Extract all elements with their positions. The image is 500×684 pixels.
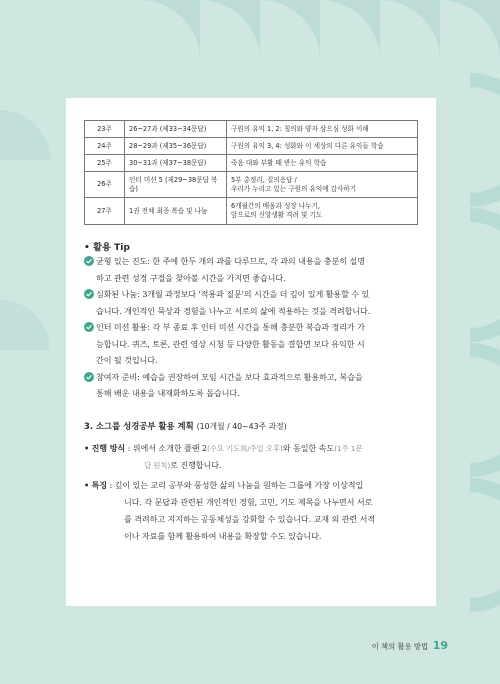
feature-line: 니다. 각 문답과 관련된 개인적인 경험, 고민, 기도 제목을 나누면서 서로 [124, 496, 373, 507]
tip-label: 인터 미션 활용: [96, 322, 150, 332]
tip-item [84, 253, 418, 286]
tip-line: 한 주에 한두 개의 과를 다루므로, 각 과의 내용을 충분히 설명 [152, 256, 365, 266]
section-title: 3. 소그룹 성경공부 활용 계획 [84, 420, 194, 431]
tip-line: 각 부 종료 후 인터 미션 시간을 통해 충분한 복습과 정리가 가 [152, 322, 365, 332]
feature-line: 이나 자료를 함께 활용하여 내용을 확장할 수도 있습니다. [124, 530, 322, 541]
topic-cell: 구원의 유익 1, 2: 칭의와 양자 삼으심 성화 이해 [227, 121, 418, 138]
check-circle-icon [84, 322, 94, 332]
tip-line: 능합니다. 퀴즈, 토론, 관련 영상 시청 등 다양한 활동을 결합면 보다 유익한 시 [96, 338, 365, 349]
tip-line: 간이 될 것입니다. [96, 355, 158, 365]
table-row [85, 172, 418, 198]
topic-cell [227, 198, 418, 225]
colon: : [127, 442, 131, 453]
section-heading [84, 420, 418, 432]
week-cell: 24주 [85, 138, 125, 155]
method-text: 위에서 소개한 플랜 2 [132, 442, 207, 453]
topic-cell: 구원의 유익 3, 4: 성화와 이 세상의 다른 유익들 학습 [227, 138, 418, 155]
check-circle-icon [84, 256, 94, 266]
week-cell: 25주 [85, 155, 125, 172]
feature-label: 특징 [91, 479, 107, 490]
tip-item [84, 319, 418, 369]
week-cell: 23주 [85, 121, 125, 138]
table-row [85, 198, 418, 225]
topic-cell: 죽음 대와 부활 때 받는 유익 학습 [227, 155, 418, 172]
bullet: • [84, 442, 90, 453]
schedule-table [84, 120, 418, 225]
week-cell: 26주 [85, 172, 125, 198]
check-circle-icon [84, 289, 94, 299]
tip-heading: • 활용 Tip [84, 242, 131, 253]
method-note: (1주 1문 [334, 443, 363, 453]
topic-cell [227, 172, 418, 198]
table-row [85, 155, 418, 172]
range-cell: 인터 미션 5 (제29~38문답 복습) [125, 172, 227, 198]
range-cell: 26~27과 (제33~34문답) [125, 121, 227, 138]
method-note: 답 원칙) [144, 460, 171, 470]
method-label: 진행 방식 [91, 442, 126, 453]
tip-line: 3개월 과정보다 '적용과 질문'의 시간을 더 깊이 있게 활용할 수 있 [142, 289, 370, 299]
page-content [66, 98, 436, 606]
feature-line: 깊이 있는 교리 공부와 풍성한 삶의 나눔을 원하는 그룹에 가장 이상적입 [114, 479, 364, 490]
tip-line: 하고 관련 성경 구절을 찾아볼 시간을 가지면 좋습니다. [96, 272, 286, 283]
tip-line: 습니다. 개인적인 묵상과 경험을 나누고 서로의 삶에 적용하는 것을 격려합니다. [96, 305, 371, 316]
tip-label: 심화된 나눔: [96, 289, 140, 299]
range-cell: 28~29과 (제35~36문답) [125, 138, 227, 155]
method-text: 로 진행합니다. [170, 459, 222, 470]
method-note: (수요 기도회/주일 오후) [206, 443, 283, 453]
topic-line: 5부 총정리, 질의응답 / [231, 175, 297, 184]
feature-item [84, 477, 418, 545]
tip-line: 통해 배운 내용을 내재화하도록 돕습니다. [96, 388, 240, 398]
tip-item [84, 369, 418, 402]
tip-line: 예습을 권장하여 모임 시간을 보다 효과적으로 활용하고, 복습을 [142, 371, 363, 382]
page-number: 19 [432, 639, 448, 652]
range-cell: 30~31과 (제37~38문답) [125, 155, 227, 172]
table-row [85, 121, 418, 138]
method-item [84, 440, 418, 474]
tip-item [84, 286, 418, 319]
colon: : [109, 479, 113, 490]
tip-label: 참여자 준비: [96, 371, 140, 382]
footer-text: 이 책의 활용 방법 [371, 642, 428, 651]
topic-line: 6개월간의 배움과 성장 나누기, [231, 202, 321, 211]
bullet: • [84, 479, 90, 490]
range-cell: 1권 전체 최종 복습 및 나눔 [125, 198, 227, 225]
topic-line: 앞으로의 신앙생활 격려 및 기도 [231, 211, 323, 219]
table-row [85, 138, 418, 155]
topic-line: 우리가 누리고 있는 구원의 유익에 감사하기 [231, 184, 357, 193]
tip-label: 균형 있는 진도: [96, 256, 150, 266]
feature-line: 를 격려하고 지지하는 공동체성을 강화할 수 있습니다. 교재 외 관련 서적 [124, 513, 376, 524]
section-subtitle: (10개월 / 40~43주 과정) [196, 421, 287, 431]
method-text: 와 동일한 속도 [282, 442, 335, 453]
week-cell: 27주 [85, 198, 125, 225]
check-circle-icon [84, 372, 94, 382]
